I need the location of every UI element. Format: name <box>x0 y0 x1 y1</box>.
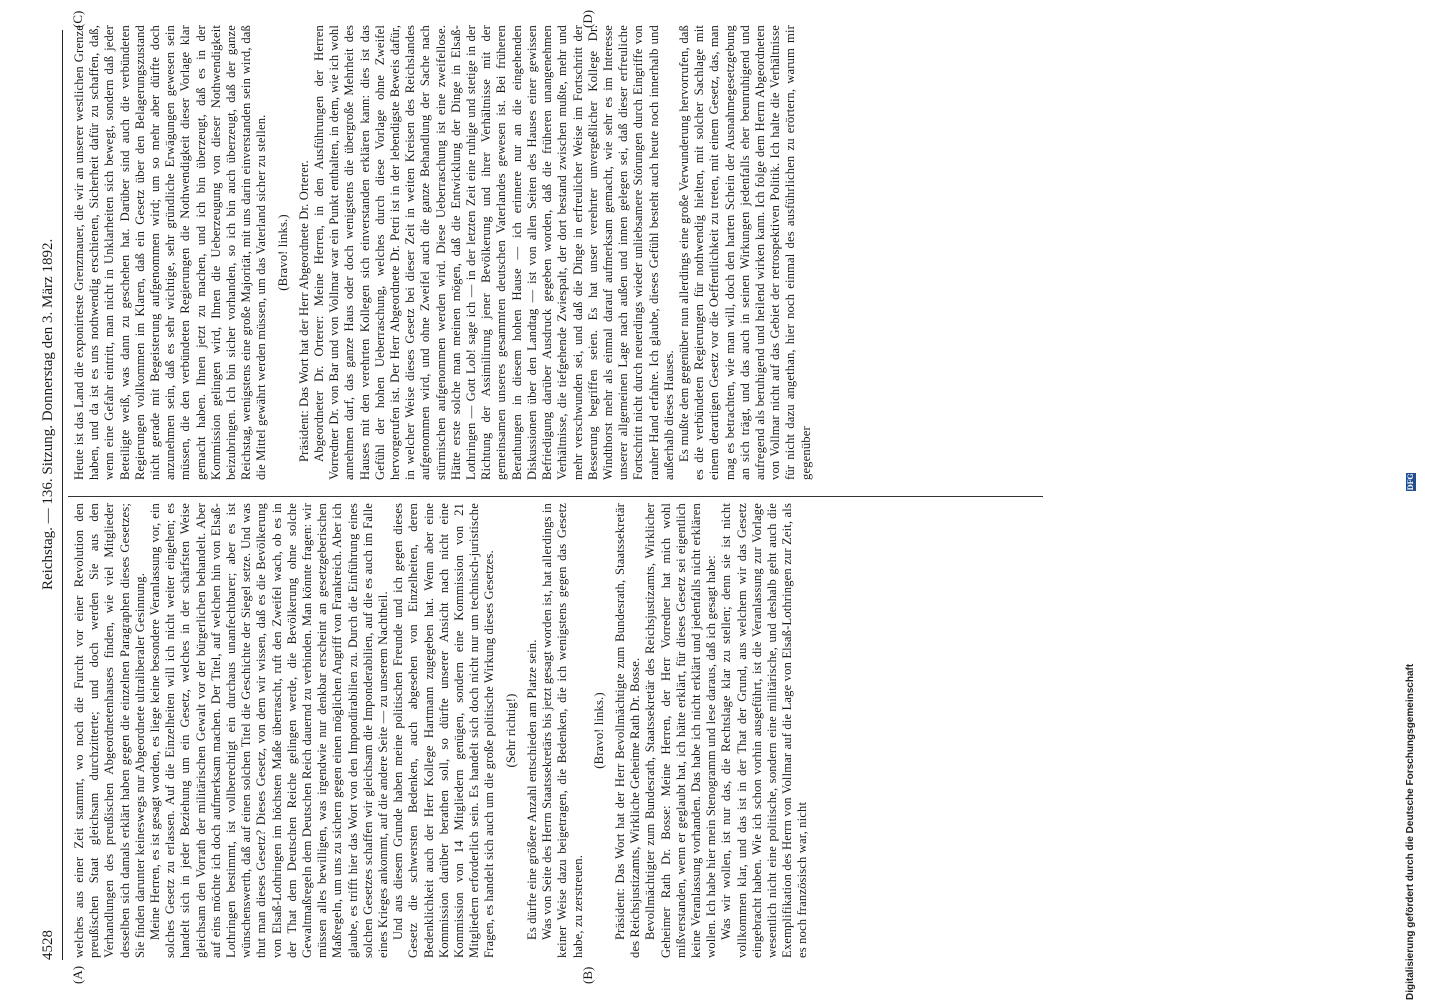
footer-credit: Digitalisierung gefördert durch die Deutsche Forschungsgemeinschaft <box>1405 663 1416 1000</box>
speaker-paragraph: Präsident: Das Wort hat der Herr Bevollmächtigte zum Bundesrath, Staatssekretär des Reichsjustizamts, Wirkliche Geheime Rath Dr. Bosse. <box>612 503 643 958</box>
paragraph: Meine Herren, es ist gesagt worden, es liege keine besondere Veranlassung vor, ein solches Gesetz zu erlassen. Auf die Einzelheiten will ich nicht weiter eingehen; es handelt sich in jeder Beziehung um ein Gesetz, welches in der schärfsten Weise gleichsam den Vorrath der militärischen Gewalt vor der bürgerlichen behandelt. Aber auf eins möchte ich doch aufmerksam machen. Der Titel, auf welchen hin von Elsaß-Lothringen bestimmt, ist vollberechtigt ein durchaus unanfechtbarer; aber es ist wünschenswerth, daß auf einen solchen Titel die Geschichte der Siegel setze. Und was thut man dieses Gesetz? Dieses Gesetz, von dem wir wissen, daß es die Bevölkerung von Elsaß-Lothringen im höchsten Maße überrascht, ruft den Zweifel wach, ob es in der That dem Deutschen Reiche gelingen werde, die Bevölkerung ohne solche Gewaltmaßregeln dem Deutschen Reich dauernd zu verbinden. Man könnte fragen: wir müssen alles bewilligen, was irgendwie nur denkbar erscheint an gesetzgeberischen Maßregeln, um uns zu sichern gegen einen möglichen Angriff von Frankreich. Aber ich glaube, es trifft hier das Wort von den Impondirabilien zu. Durch die Einführung eines solchen Gesetzes schaffen wir gleichsam die Imponderabilien, auf die es auch im Falle eines Krieges ankommt, auf die andere Seite — zu unserem Nachtheil. <box>148 503 391 958</box>
column-divider <box>68 496 1043 497</box>
paragraph: Heute ist das Land die exponirteste Grenzmauer, die wir an unserer westlichen Grenze haben, und da ist es uns nothwendig erschienen, Sicherheit dafür zu schaffen, daß, wenn eine Gefahr eintritt, man nicht in Unklarheiten sich bewegt, sondern daß jeder Beteiligte weiß, was dann zu geschehen hat. Darüber sind auch die verbündeten Regierungen vollkommen im Klaren, daß ein Gesetz über den Belagerungszustand nicht gerade mit Begeisterung aufgenommen wird; um so mehr aber dürfte doch anzunehmen sein, daß es sehr wichtige, sehr gründliche Erwägungen gewesen sein müssen, die den verbündeten Regierungen die Nothwendigkeit dieser Vorlage klar gemacht haben. Ihnen jetzt zu machen, und ich bin überzeugt, daß es in der Kommission gelingen wird, Ihnen die Ueberzeugung von dieser Nothwendigkeit beizubringen. Ich bin sicher vorhanden, so ich bin auch überzeugt, daß der ganze Reichstag, wenigstens eine große Majorität, mit uns darin einverstanden sein wird, daß die Mittel gewährt werden müssen, um das Vaterland sicher zu stellen. <box>72 25 269 480</box>
speaker-paragraph: Bevollmächtigter zum Bundesrath, Staatssekretär des Reichsjustizamts, Wirklicher Geheimer Rath Dr. Bosse: Meine Herren, der Herr Vorredner hat mich wohl mißverstanden, wenn er geglaubt hat, ich hätte erklärt, für dieses Gesetz sei eigentlich keine Veranlassung vorhanden. Das habe ich nicht erklärt und jedenfalls nicht erklären wollen. Ich habe hier mein Stenogramm und lese daraus, daß ich gesagt habe: <box>643 503 719 958</box>
paragraph: Es dürfte eine größere Anzahl entschieden am Platze sein. <box>524 639 539 940</box>
paragraph: welches aus einer Zeit stammt, wo noch die Furcht vor einer Revolution den preußischen Staat gleichsam durchzitterte; und doch werden Sie aus den Verhandlungen des preußischen Abgeordnetenhauses finden, wie viel Mitglieder desselben sich damals erklärt haben gegen die einzelnen Paragraphen dieses Gesetzes; Sie finden darunter keineswegs nur Abgeordnete ultraliberaler Gesinnung. <box>72 503 147 958</box>
speaker-paragraph: Abgeordneter Dr. Orterer: Meine Herren, in den Ausführungen der Herren Vorredner Dr. von Bar und von Vollmar war ein Punkt enthalten, in dem, wie ich wohl annehmen darf, das ganze Haus oder doch wenigstens die übergroße Mehrheit des Hauses mit den verehrten Kollegen sich einverstanden erklären kann: dies ist das Gefühl der hohen Ueberraschung, welches durch diese Vorlage ohne Zweifel hervorgerufen ist. Der Herr Abgeordnete Dr. Petri ist in der lebendigste Beweis dafür, in welcher Weise dieses Gesetz bei dieser Zeit in weiten Kreisen des Reichslandes aufgenommen wird, und ohne Zweifel auch die ganze Behandlung der Sache nach stürmischen aufgenommen werden wird. Diese Ueberraschung ist eine zweifellose. Hätte erste solche man meinen mögen, daß die Entwicklung der Dinge in Elsaß-Lothringen — Gott Lob! sage ich — in der letzten Zeit eine ruhige und stetige in der Richtung der Assimilirung jener Bevölkerung und ihrer Verhältnisse mit der gemeinsamen unseres gesammten deutschen Vaterlandes gewesen ist. Bei früheren Berathungen in diesem hohen Hause — ich erinnere nur an die eingehenden Diskussionen über den Landtag — ist von allen Seiten des Hauses einer gewissen Befriedigung darüber Ausdruck gegeben worden, daß die früheren unangenehmen Verhältnisse, die tiefgehende Zwiespalt, der dort bestand zwischen mußte, mehr und mehr verschwunden sei, und daß die Dinge in erfreulicher Weise im Fortschritt der Besserung begriffen seien. Es hat unser verehrter unvergeßlicher Kollege Dr. Windthorst mehr als einmal darauf aufmerksam gemacht, wie sehr es im Interesse unserer allgemeinen Lage nach außen und innen gelegen sei, daß dieser erfreuliche Fortschritt nicht durch neuerdings wieder unliebsamere Störungen durch Eingriffe von rauher Hand erfahre. Ich glaube, dieses Gefühl besteht auch heute noch innerhalb und außerhalb dieses Hauses. <box>312 25 676 480</box>
paragraph: Es mußte dem gegenüber nun allerdings eine große Verwunderung hervorrufen, daß es die verbündeten Regierungen für nothwendig hielten, mit solcher Sachlage mit einem derartigen Gesetz vor die Oeffentlichkeit zu treten, mit einem Gesetz, das, man mag es betrachten, wie man will, doch den harten Schein der Ausnahmegesetzgebung an sich trägt, und das auch in seinen Wirkungen jedenfalls eher beunruhigend und aufregend als beruhigend und heilend wirken kann. Ich folge dem Herrn Abgeordneten von Vollmar nicht auf das Gebiet der retrospektiven Politik. Ich halte die Verhältnisse für nicht dazu angethan, hier noch einmal des ausführlichen zu erörtern, warum mir gegenüber <box>676 25 813 480</box>
right-column <box>72 25 814 480</box>
paragraph: Was von Seite des Herrn Staatssekretärs bis jetzt gesagt worden ist, hat allerdings in keiner Weise dazu beigetragen, die Bedenken, die ich wenigstens gegen das Gesetz habe, zu zerstreuen. <box>540 503 585 958</box>
margin-marker-a: (A) <box>70 965 85 984</box>
paragraph: Und aus diesem Grunde haben meine politischen Freunde und ich gegen dieses Gesetz die schwersten Bedenken, auch abgesehen von Einzelheiten, deren Bedenklichkeit auch der Herr Kollege Hartmann zugegeben hat. Wenn aber eine Kommission darüber berathen soll, so dürfte unserer Ansicht nach nicht eine Kommission von 14 Mitgliedern genügen, sondern eine Kommission von 21 Mitgliedern erforderlich sein. Es handelt sich doch nicht nur um technisch-juristische Fragen, es handelt sich auch um die große politische Wirkung dieses Gesetzes. <box>391 503 497 958</box>
interjection: (Bravo! links.) <box>275 214 290 291</box>
margin-marker-b: (B) <box>580 966 595 984</box>
dfg-logo: DFG <box>1406 473 1415 491</box>
speaker-paragraph: Präsident: Das Wort hat der Herr Abgeordnete Dr. Orterer. <box>296 160 311 462</box>
page-number: 4528 <box>40 930 56 960</box>
running-title: Reichstag. — 136. Sitzung. Donnerstag den 3. März 1892. <box>40 238 56 590</box>
interjection: (Bravo! links.) <box>591 692 606 769</box>
quoted-paragraph: Was wir wollen, ist nur das, die Rechtslage klar zu stellen; denn sie ist nicht vollkommen klar, und das ist in der That der Grund, aus welchem wir das Gesetz eingebracht haben. Wie ich schon vorhin ausgeführt, ist die Veranlassung zur Vorlage wesentlich nicht eine politische, sondern eine militärische, und deshalb geht auch die Exemplifikation des Herrn von Vollmar auf die Lage von Elsaß-Lothringen zur Zeit, als es noch französisch war, nicht <box>719 503 810 958</box>
margin-marker-d: (D) <box>580 9 595 28</box>
header-rule <box>62 30 63 960</box>
interjection: (Sehr richtig!) <box>503 693 518 768</box>
margin-marker-c: (C) <box>70 10 85 28</box>
left-column <box>72 503 811 958</box>
footer <box>1405 0 1425 1000</box>
running-header <box>40 30 64 960</box>
